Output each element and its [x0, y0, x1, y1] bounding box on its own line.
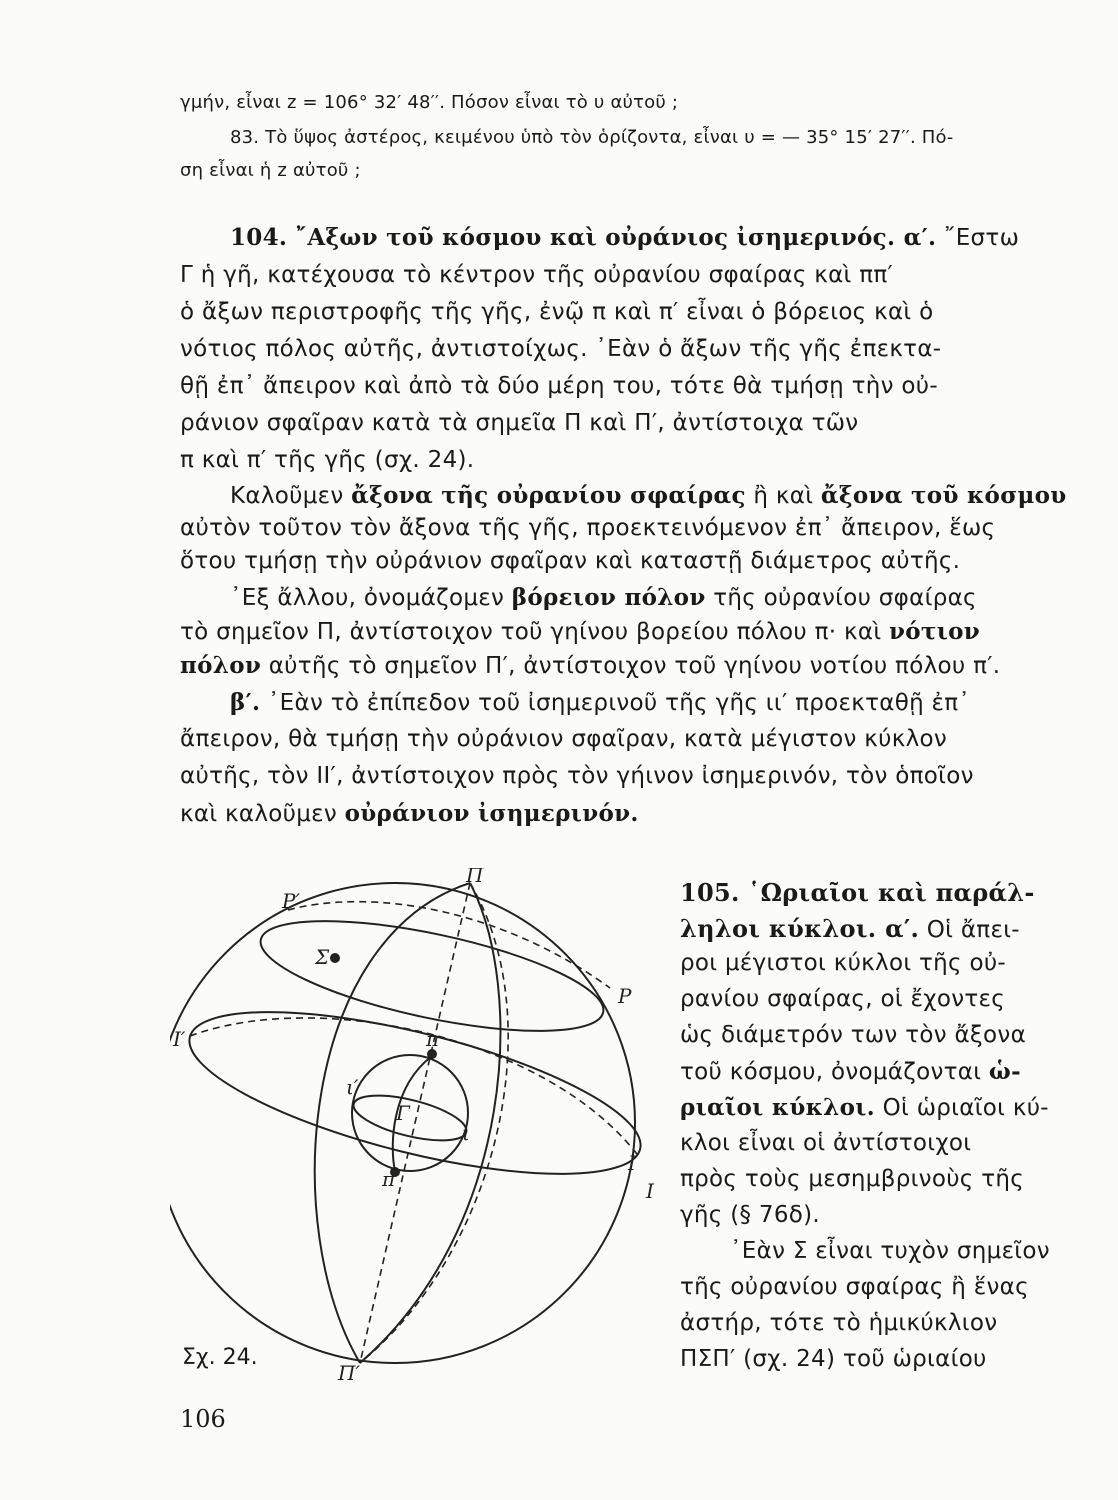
pole-text-a: ᾿Εξ ἄλλου, ὀνομάζομεν: [230, 585, 512, 611]
section-104-heading-line: [230, 224, 1019, 251]
section-105-heading-2: ληλοι κύκλοι. α′.: [680, 914, 920, 943]
section-105-heading-1: 105. ῾Ωριαῖοι καὶ παράλ-: [680, 878, 1035, 907]
page-number: 106: [180, 1405, 226, 1433]
paragraph-equator-line-1: [230, 689, 970, 716]
paragraph-axis-line-3: ὅτου τμήσῃ τὴν οὐράνιον σφαῖραν καὶ καταστῇ διάμετρος αὐτῆς.: [180, 548, 961, 574]
section-105-line-10: ᾿Εὰν Σ εἶναι τυχὸν σημεῖον: [730, 1238, 1050, 1264]
section-105-line-1: [680, 914, 1020, 943]
label-pi: π: [426, 1027, 440, 1051]
section-105-text-7: Οἱ ὡριαῖοι κύ-: [874, 1095, 1049, 1121]
pole-text-c: τῆς οὐρανίου σφαίρας: [705, 585, 977, 611]
section-104-line-1: Γ ἡ γῆ, κατέχουσα τὸ κέντρον τῆς οὐρανίου σφαίρας καὶ ππ′: [180, 262, 894, 288]
section-105-term-a: ὡ-: [988, 1058, 1021, 1085]
section-105-line-2: ροι μέγιστοι κύκλοι τῆς οὐ-: [680, 950, 1007, 976]
section-105-line-12: ἀστήρ, τότε τὸ ἡμικύκλιον: [680, 1310, 998, 1336]
equator-text-b: ᾿Εὰν τὸ ἐπίπεδον τοῦ ἰσημερινοῦ τῆς γῆς ιι′ προεκταθῇ ἐπ᾿: [260, 690, 971, 716]
exercise-82-end: γμήν, εἶναι z = 106° 32′ 48′′. Πόσον εἶναι τὸ υ αὐτοῦ ;: [180, 92, 679, 113]
section-104-line-2: ὁ ἄξων περιστροφῆς τῆς γῆς, ἐνῷ π καὶ π′ εἶναι ὁ βόρειος καὶ ὁ: [180, 299, 934, 325]
sigma-point: [330, 953, 340, 963]
pole-term-south-a: νότιον: [889, 618, 981, 645]
section-105-line-3: ρανίου σφαίρας, οἱ ἔχοντες: [680, 986, 1006, 1012]
section-104-line-6: π καὶ π′ τῆς γῆς (σχ. 24).: [180, 447, 475, 473]
exercise-83-end: ση εἶναι ἡ z αὐτοῦ ;: [180, 160, 361, 181]
label-P-top: Π: [466, 868, 484, 887]
section-105-text-0: Οἱ ἄπει-: [926, 917, 1020, 943]
label-sigma: Σ: [315, 945, 330, 969]
exercise-83: 83. Τὸ ὕψος ἀστέρος, κειμένου ὑπὸ τὸν ὁρίζοντα, εἶναι υ = — 35° 15′ 27′′. Πό-: [230, 127, 954, 148]
paragraph-pole-line-3: [180, 652, 1000, 679]
section-105-text-4: τοῦ κόσμου, ὀνομάζονται: [680, 1059, 982, 1085]
label-rho: Ρ: [618, 984, 632, 1008]
section-105-line-4: ὡς διάμετρόν των τὸν ἄξονα: [680, 1022, 1027, 1048]
axis-text-c: ἢ καὶ: [745, 483, 821, 509]
pole-text-l2a: τὸ σημεῖον Π, ἀντίστοιχον τοῦ γηίνου βορείου πόλου π· καὶ: [180, 619, 890, 645]
pole-term-north: βόρειον πόλον: [511, 584, 706, 611]
paragraph-equator-line-3: αὐτῆς, τὸν ΙΙ′, ἀντίστοιχον πρὸς τὸν γήινον ἰσημερινόν, τὸν ὁποῖον: [180, 763, 974, 789]
subsection-beta: β′.: [230, 689, 261, 716]
pole-term-south-b: πόλον: [180, 652, 262, 679]
pole-text-l3b: αὐτῆς τὸ σημεῖον Π′, ἀντίστοιχον τοῦ γηίνου νοτίου πόλου π′.: [261, 653, 1001, 679]
label-rho-prime: Ρ′: [282, 889, 300, 913]
label-I-bottom: Ι: [646, 1179, 654, 1203]
axis-term-world: ἄξονα τοῦ κόσμου: [820, 482, 1067, 509]
section-105-line-11: τῆς οὐρανίου σφαίρας ἢ ἕνας: [680, 1274, 1029, 1300]
paragraph-pole-line-2: [180, 618, 980, 645]
paragraph-axis-line-1: [230, 482, 1067, 509]
section-105-line-6: [680, 1094, 1049, 1121]
section-104-line-5: ράνιον σφαῖραν κατὰ τὰ σημεῖα Π καὶ Π′, ἀντίστοιχα τῶν: [180, 410, 859, 436]
paragraph-pole-line-1: [230, 584, 977, 611]
section-105-line-7: κλοι εἶναι οἱ ἀντίστοιχοι: [680, 1130, 972, 1156]
section-104-line-3: νότιος πόλος αὐτῆς, ἀντιστοίχως. ᾿Εὰν ὁ ἄξων τῆς γῆς ἐπεκτα-: [180, 336, 942, 362]
parallel-back: [288, 902, 610, 988]
figure-caption: Σχ. 24.: [182, 1345, 258, 1370]
label-P-bottom: Π′: [338, 1361, 360, 1385]
figure-celestial-sphere: [170, 868, 660, 1388]
section-105-line-8: πρὸς τοὺς μεσημβρινοὺς τῆς: [680, 1166, 1025, 1192]
hour-circle-back: [360, 883, 508, 1363]
equator-term-celestial-equator: οὐράνιον ἰσημερινόν.: [344, 800, 639, 827]
label-I: Ι: [628, 1151, 636, 1175]
paragraph-axis-line-2: αὐτὸν τοῦτον τὸν ἄξονα τῆς γῆς, προεκτεινόμενον ἐπ᾿ ἄπειρον, ἕως: [180, 515, 996, 541]
label-I-prime: Ι′: [173, 1027, 186, 1051]
axis-text-a: Καλοῦμεν: [230, 483, 352, 509]
label-i: ι: [462, 1121, 470, 1145]
celestial-equator: [175, 979, 654, 1208]
section-104-heading: 104. ῎Αξων τοῦ κόσμου καὶ οὐράνιος ἰσημερινός. α′.: [230, 224, 937, 251]
section-105-line-13: ΠΣΠ′ (σχ. 24) τοῦ ὡριαίου: [680, 1346, 987, 1372]
section-105-term-b: ριαῖοι κύκλοι.: [680, 1094, 875, 1121]
section-105-line-9: γῆς (§ 76δ).: [680, 1202, 821, 1228]
label-pi-prime: π′: [382, 1167, 400, 1191]
section-105-line-5: [680, 1058, 1021, 1085]
equator-text-l4a: καὶ καλοῦμεν: [180, 801, 345, 827]
paragraph-equator-line-4: [180, 800, 639, 827]
label-gamma: Γ: [396, 1101, 410, 1125]
section-104-line-0: ῎Εστω: [943, 225, 1020, 251]
paragraph-equator-line-2: ἄπειρον, θὰ τμήσῃ τὴν οὐράνιον σφαῖραν, κατὰ μέγιστον κύκλον: [180, 726, 948, 752]
label-i-prime: ι′: [346, 1075, 359, 1099]
hour-circle-front: [360, 883, 500, 1363]
world-axis: [360, 883, 470, 1363]
earth-equator: [349, 1087, 470, 1150]
section-104-line-4: θῇ ἐπ᾿ ἄπειρον καὶ ἀπὸ τὰ δύο μέρη του, τότε θὰ τμήσῃ τὴν οὐ-: [180, 373, 938, 399]
axis-term-celestial-sphere: ἄξονα τῆς οὐρανίου σφαίρας: [351, 482, 746, 509]
